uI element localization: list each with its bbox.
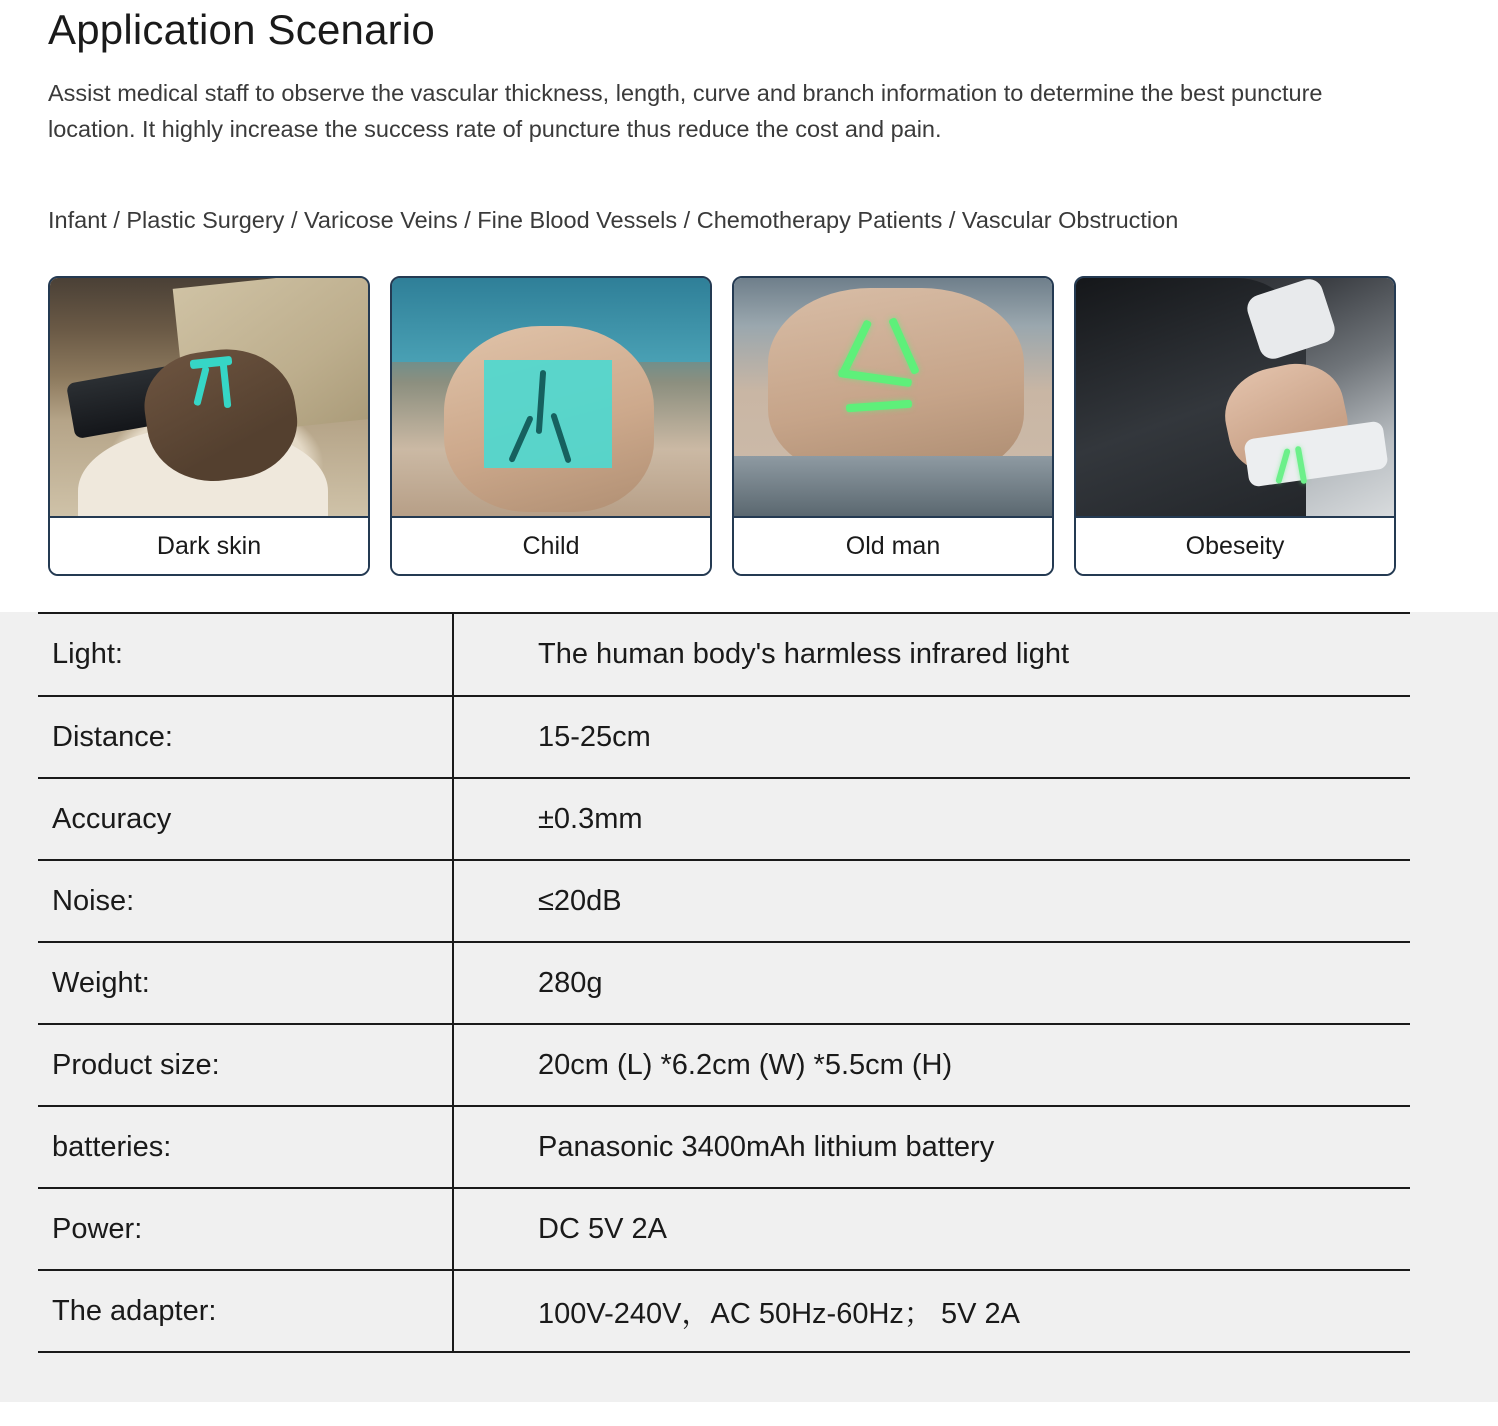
spec-key: The adapter: bbox=[38, 1270, 453, 1352]
projection-area-shape bbox=[484, 360, 612, 468]
table-row bbox=[38, 1106, 1410, 1188]
spec-key: Product size: bbox=[38, 1024, 453, 1106]
spec-key: Weight: bbox=[38, 942, 453, 1024]
scenario-card-gallery bbox=[48, 276, 1450, 576]
table-row bbox=[38, 860, 1410, 942]
scenario-list-text: Infant / Plastic Surgery / Varicose Veins / Fine Blood Vessels / Chemotherapy Patients / Vascular Obstruction bbox=[48, 207, 1179, 234]
photo-old-man bbox=[734, 278, 1052, 516]
spec-value: ≤20dB bbox=[453, 860, 1410, 942]
scenario-card-child bbox=[390, 276, 712, 576]
spec-value: 100V-240V，AC 50Hz-60Hz； 5V 2A bbox=[453, 1270, 1410, 1352]
table-row bbox=[38, 614, 1410, 696]
tray-shape bbox=[734, 456, 1052, 516]
spec-value: The human body's harmless infrared light bbox=[453, 614, 1410, 696]
specifications-table bbox=[38, 614, 1410, 1353]
scenario-card-old-man bbox=[732, 276, 1054, 576]
table-row bbox=[38, 1024, 1410, 1106]
spec-value: DC 5V 2A bbox=[453, 1188, 1410, 1270]
photo-obesity bbox=[1076, 278, 1394, 516]
scenario-card-label: Dark skin bbox=[50, 516, 368, 574]
table-row bbox=[38, 1188, 1410, 1270]
scenario-card-dark-skin bbox=[48, 276, 370, 576]
table-row bbox=[38, 696, 1410, 778]
spec-key: Accuracy bbox=[38, 778, 453, 860]
scenario-card-label: Child bbox=[392, 516, 710, 574]
photo-dark-skin bbox=[50, 278, 368, 516]
spec-value: 280g bbox=[453, 942, 1410, 1024]
spec-key: Light: bbox=[38, 614, 453, 696]
spec-key: Power: bbox=[38, 1188, 453, 1270]
table-row bbox=[38, 778, 1410, 860]
table-row bbox=[38, 1270, 1410, 1352]
page-title: Application Scenario bbox=[48, 6, 435, 53]
spec-key: Noise: bbox=[38, 860, 453, 942]
intro-section bbox=[0, 0, 1498, 576]
specifications-section bbox=[0, 612, 1498, 1402]
spec-value: Panasonic 3400mAh lithium battery bbox=[453, 1106, 1410, 1188]
scenario-card-obesity bbox=[1074, 276, 1396, 576]
description-text: Assist medical staff to observe the vascular thickness, length, curve and branch information to determine the best puncture location. It highly increase the success rate of puncture thus reduce the cost and pain. bbox=[48, 80, 1323, 142]
scenario-card-label: Old man bbox=[734, 516, 1052, 574]
scenario-card-label: Obeseity bbox=[1076, 516, 1394, 574]
spec-key: Distance: bbox=[38, 696, 453, 778]
spec-value: 15-25cm bbox=[453, 696, 1410, 778]
spec-value: 20cm (L) *6.2cm (W) *5.5cm (H) bbox=[453, 1024, 1410, 1106]
photo-child bbox=[392, 278, 710, 516]
spec-key: batteries: bbox=[38, 1106, 453, 1188]
table-row bbox=[38, 942, 1410, 1024]
spec-value: ±0.3mm bbox=[453, 778, 1410, 860]
